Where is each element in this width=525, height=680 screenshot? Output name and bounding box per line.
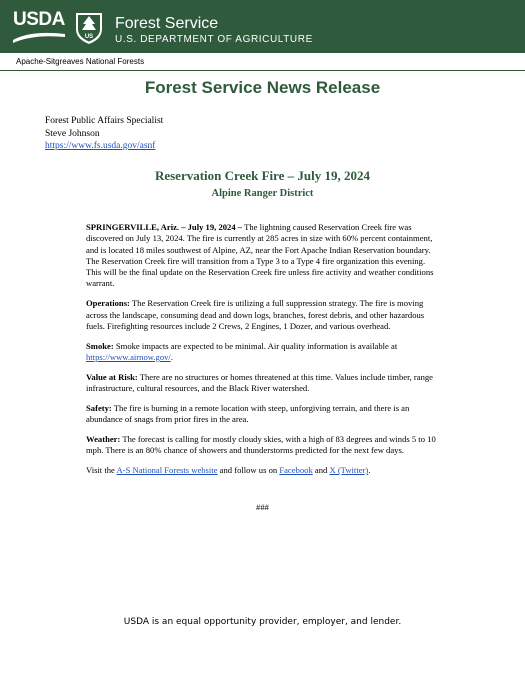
- smoke-tail: .: [170, 351, 173, 362]
- header-banner: [0, 0, 525, 53]
- department-name: U.S. DEPARTMENT OF AGRICULTURE: [115, 34, 313, 45]
- smoke-paragraph: [86, 341, 442, 364]
- intro-lead: SPRINGERVILLE, Ariz. – July 19, 2024 –: [86, 222, 243, 232]
- intro-text: The lightning caused Reservation Creek fire was discovered on July 13, 2024. The fire is currently at 285 acres in size with 60% percent containment, and is located 18 miles southwest of Alpine, AZ, near the Fort Apache Indian Reservation boundary. The Reservation Creek fire will transition from a Type 3 to a Type 4 fire organization this evening. This will be the final update on the Reservation Creek fire unless fire activity and weather conditions warrant.: [86, 222, 434, 289]
- visit-and: and: [312, 465, 330, 476]
- weather-lead: Weather:: [86, 433, 121, 444]
- visit-text: Visit the: [86, 465, 117, 476]
- safety-text: The fire is burning in a remote location with steep, unforgiving terrain, and there is an abundance of snags from prior fires in the area.: [86, 402, 410, 425]
- headline: Reservation Creek Fire – July 19, 2024: [154, 168, 371, 183]
- equal-opportunity-statement: USDA is an equal opportunity provider, employer, and lender.: [123, 617, 402, 627]
- contact-block: [45, 115, 163, 153]
- weather-text: The forecast is calling for mostly cloudy skies, with a high of 83 degrees and winds 5 to 10 mph. There is an 80% chance of showers and thunderstorms predicted for the next few days.: [86, 433, 436, 456]
- visit-mid: and follow us on: [217, 465, 280, 476]
- weather-paragraph: [86, 434, 442, 457]
- release-title: Forest Service News Release: [144, 78, 381, 97]
- safety-paragraph: [86, 403, 442, 426]
- contact-url-link[interactable]: https://www.fs.usda.gov/asnf: [45, 141, 156, 151]
- smoke-text: Smoke impacts are expected to be minimal. Air quality information is available at: [113, 340, 398, 351]
- visit-paragraph: [86, 465, 442, 476]
- operations-text: The Reservation Creek fire is utilizing a full suppression strategy. The fire is moving across the landscape, consuming dead and down logs, branches, forest debris, and other hazardous fuels. Firefighting resources include 2 Crews, 2 Engines, 1 Dozer, and various overhead.: [86, 298, 425, 331]
- intro-paragraph: [86, 222, 442, 290]
- contact-name: Steve Johnson: [45, 128, 100, 139]
- facebook-link[interactable]: Facebook: [279, 465, 313, 476]
- safety-lead: Safety:: [86, 402, 112, 413]
- forest-website-link[interactable]: A-S National Forests website: [116, 465, 218, 476]
- forest-name: Apache-Sitgreaves National Forests: [16, 57, 145, 66]
- forest-service-shield-icon: [75, 11, 103, 45]
- usda-logo: [13, 10, 65, 44]
- airnow-link[interactable]: https://www.airnow.gov/: [86, 351, 171, 362]
- smoke-lead: Smoke:: [86, 340, 114, 351]
- value-lead: Value at Risk:: [86, 371, 138, 382]
- district: Alpine Ranger District: [211, 188, 314, 199]
- agency-name: Forest Service: [115, 15, 219, 32]
- usda-swoosh-icon: [13, 30, 65, 44]
- usda-logo-text: USDA: [13, 9, 65, 30]
- release-body: [86, 222, 442, 485]
- value-text: There are no structures or homes threatened at this time. Values include timber, range infrastructure, cultural resources, and the Black River watershed.: [86, 371, 433, 394]
- contact-role: Forest Public Affairs Specialist: [45, 116, 164, 126]
- shield-letters: US: [84, 34, 94, 40]
- visit-end: .: [368, 465, 371, 476]
- value-paragraph: [86, 372, 442, 395]
- divider: [0, 70, 525, 71]
- operations-paragraph: [86, 298, 442, 332]
- operations-lead: Operations:: [86, 298, 130, 309]
- x-twitter-link[interactable]: X (Twitter): [329, 465, 369, 476]
- end-mark: ###: [256, 502, 269, 512]
